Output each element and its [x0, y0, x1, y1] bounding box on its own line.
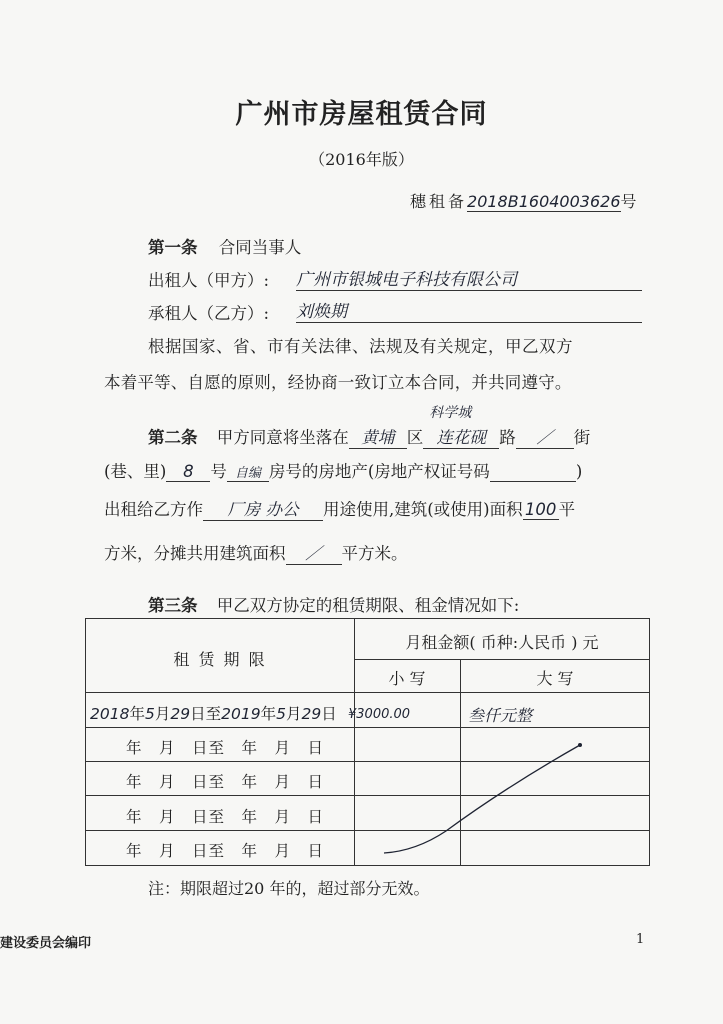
- article2-text1: 甲方同意将坐落在: [216, 428, 349, 447]
- lessor-value: 广州市银城电子科技有限公司: [296, 265, 642, 291]
- room-value: 自编: [227, 462, 269, 482]
- article2-text11: 平: [558, 500, 576, 519]
- article2-line2: [104, 458, 582, 482]
- start-month: 5: [144, 705, 155, 723]
- table-row: 年 月 日至 年 月 日: [126, 739, 325, 757]
- article2-text3: 路: [499, 428, 516, 447]
- article3-heading-line: [148, 592, 519, 616]
- article2-text13: 平方米。: [341, 544, 408, 563]
- rent-table: [85, 618, 650, 866]
- unit-month: 月: [154, 705, 171, 723]
- article1-paragraph-line2: 本着平等、自愿的原则，经协商一致订立本合同，并共同遵守。: [104, 373, 572, 392]
- lessee-label: 承租人（乙方）:: [148, 304, 270, 323]
- registration-number: [410, 189, 637, 212]
- lessee-line: [148, 300, 269, 324]
- article2-heading: 第二条: [148, 428, 198, 447]
- article2-line4: [104, 540, 408, 565]
- road-name: 连花砚: [436, 428, 486, 447]
- unit-day-to: 日至: [190, 705, 222, 723]
- article2-text10: 用途使用,建筑(或使用)面积: [323, 500, 523, 519]
- article2-text5: (巷、里): [104, 462, 167, 481]
- header-period: 租 赁 期 限: [173, 650, 267, 669]
- row1-big-amount: 叁仟元整: [468, 706, 533, 725]
- district-value: 黄埔: [349, 424, 407, 449]
- unit-month-2: 月: [285, 705, 302, 723]
- shared-area-value: ／: [286, 540, 342, 565]
- registration-suffix: 号: [620, 192, 637, 211]
- road-value: [423, 405, 499, 449]
- end-month: 5: [276, 705, 286, 723]
- lessee-value: 刘焕期: [296, 297, 642, 323]
- registration-prefix: 穗租备: [410, 192, 468, 211]
- document-title: 广州市房屋租赁合同: [235, 99, 488, 130]
- lessor-line: [148, 267, 269, 291]
- article1-heading-line: [148, 234, 301, 258]
- table-row: 年 月 日至 年 月 日: [126, 773, 325, 791]
- registration-value: 2018B1604003626: [467, 192, 621, 211]
- article2-text9: 出租给乙方作: [104, 500, 203, 519]
- void-strike-line: [86, 619, 651, 867]
- lessor-label: 出租人（甲方）:: [148, 271, 270, 290]
- article1-subtitle: 合同当事人: [218, 238, 302, 257]
- article2-line1: [148, 405, 591, 449]
- area-value: 100: [523, 500, 559, 520]
- article3-subtitle: 甲乙双方协定的租赁期限、租金情况如下:: [216, 596, 520, 615]
- article1-heading: 第一条: [148, 238, 198, 257]
- end-year: 2019: [221, 705, 261, 723]
- usage-value: 厂房 办公: [203, 496, 323, 521]
- header-big: 大 写: [536, 669, 574, 688]
- article2-text8: ): [575, 462, 583, 481]
- article2-text2: 区: [406, 428, 424, 447]
- header-small: 小 写: [388, 669, 426, 688]
- end-day: 29: [301, 705, 322, 723]
- property-cert-blank: [490, 462, 576, 482]
- header-rent: 月租金额( 币种:人民币 ) 元: [405, 633, 599, 652]
- term-note: 注：期限超过20 年的，超过部分无效。: [148, 879, 430, 898]
- article1-paragraph-line1: 根据国家、省、市有关法律、法规及有关规定，甲乙双方: [148, 337, 573, 356]
- article3-heading: 第三条: [148, 596, 198, 615]
- table-row: 年 月 日至 年 月 日: [126, 842, 325, 860]
- article2-text4: 街: [573, 428, 591, 447]
- page-number: 1: [636, 932, 645, 947]
- unit-year-2: 年: [260, 705, 277, 723]
- road-annotation: 科学城: [429, 405, 472, 421]
- document-edition: （2016年版）: [309, 150, 414, 169]
- start-day: 29: [170, 705, 191, 723]
- footer-publisher: 建设委员会编印: [0, 936, 92, 951]
- unit-year: 年: [129, 705, 145, 723]
- start-year: 2018: [90, 705, 130, 723]
- article2-text6: 号: [210, 462, 227, 481]
- row1-small-amount: ¥3000.00: [348, 707, 411, 722]
- article2-text12: 方米，分摊共用建筑面积: [104, 544, 286, 563]
- street-value: ／: [516, 424, 574, 449]
- unit-day: 日: [321, 705, 337, 723]
- number-value: 8: [166, 462, 210, 482]
- table-row: 年 月 日至 年 月 日: [126, 808, 325, 826]
- article2-text7: 房号的房地产(房地产权证号码: [268, 462, 490, 481]
- article2-line3: [104, 496, 575, 521]
